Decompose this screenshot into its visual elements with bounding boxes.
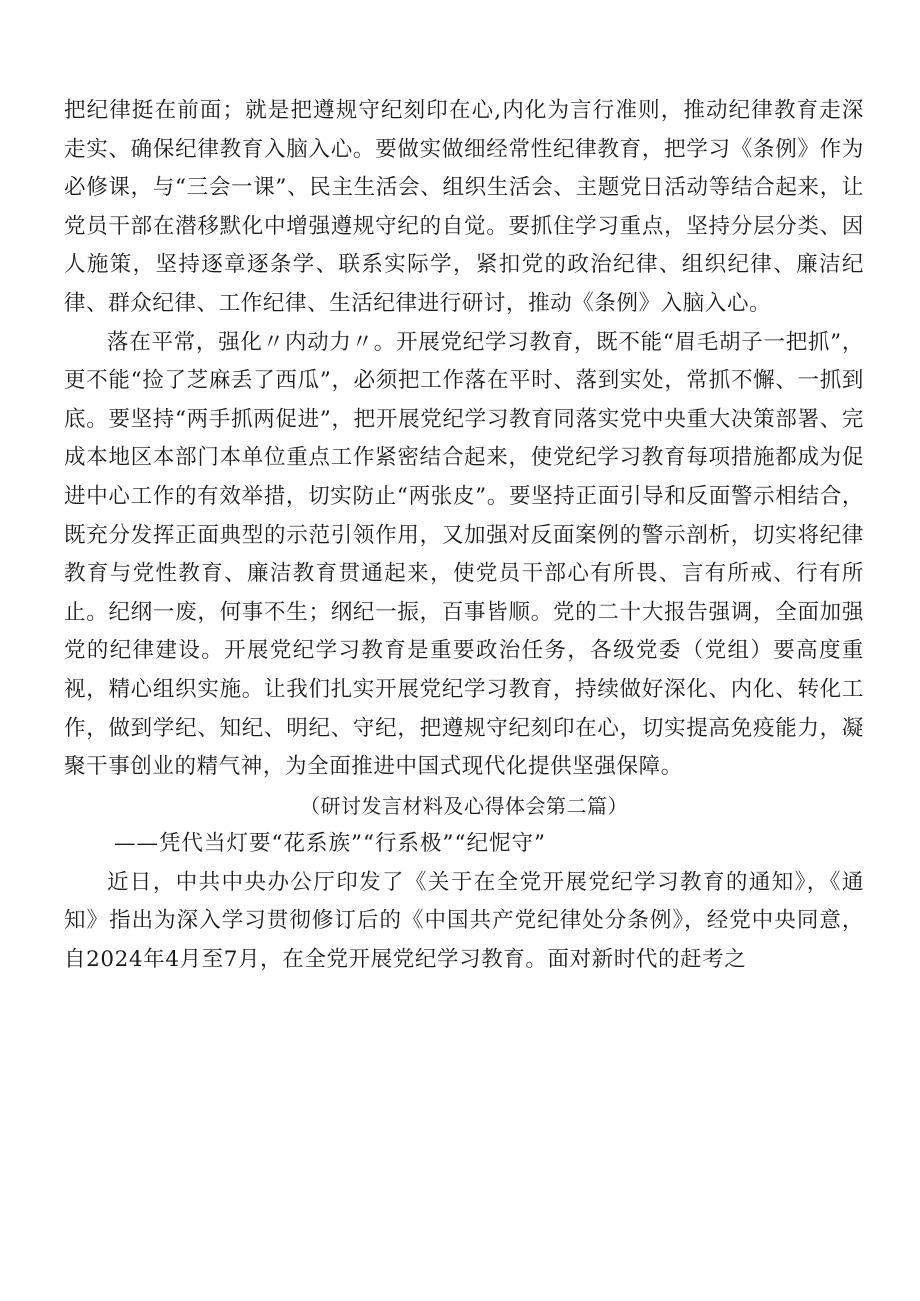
body-paragraph-2: 落在平常，强化〃内动力〃。开展党纪学习教育，既不能“眉毛胡子一把抓”，更不能“捡了芝麻丢了西瓜”，必须把工作落在平时、落到实处，常抓不懈、一抓到底。要坚持“两手抓两促进”，把开展党纪学习教育同落实党中央重大决策部署、完成本地区本部门本单位重点工作紧密结合起来，使党纪学习教育每项措施都成为促进中心工作的有效举措，切实防止“两张皮”。要坚持正面引导和反面警示相结合，既充分发挥正面典型的示范引领作用，又加强对反面案例的警示剖析，切实将纪律教育与党性教育、廉洁教育贯通起来，使党员干部心有所畏、言有所戒、行有所止。纪纲一废，何事不生；纲纪一振，百事皆顺。党的二十大报告强调，全面加强党的纪律建设。开展党纪学习教育是重要政治任务，各级党委（党组）要高度重视，精心组织实施。让我们扎实开展党纪学习教育，持续做好深化、内化、转化工作，做到学纪、知纪、明纪、守纪，把遵规守纪刻印在心，切实提高免疫能力，凝聚干事创业的精气神，为全面推进中国式现代化提供坚强保障。 [64,329,864,780]
body-paragraph-3: 近日，中共中央办公厅印发了《关于在全党开展党纪学习教育的通知》，《通知》指出为深入学习贯彻修订后的《中国共产党纪律处分条例》，经党中央同意，自2024年4月至7月，在全党开展党纪学习教育。面对新时代的赶考之 [64,869,864,973]
section-heading: （研讨发言材料及心得体会第二篇） [300,793,628,818]
document-page [64,92,864,980]
section-subtitle: ——凭代当灯要“花系族”“行系极”“纪怩守” [114,831,546,857]
body-paragraph-1: 把纪律挺在前面；就是把遵规守纪刻印在心,内化为言行准则，推动纪律教育走深走实、确保纪律教育入脑入心。要做实做细经常性纪律教育，把学习《条例》作为必修课，与“三会一课”、民主生活会、组织生活会、主题党日活动等结合起来，让党员干部在潜移默化中增强遵规守纪的自觉。要抓住学习重点，坚持分层分类、因人施策，坚持逐章逐条学、联系实际学，紧扣党的政治纪律、组织纪律、廉洁纪律、群众纪律、工作纪律、生活纪律进行研讨，推动《条例》入脑入心。 [64,98,864,316]
